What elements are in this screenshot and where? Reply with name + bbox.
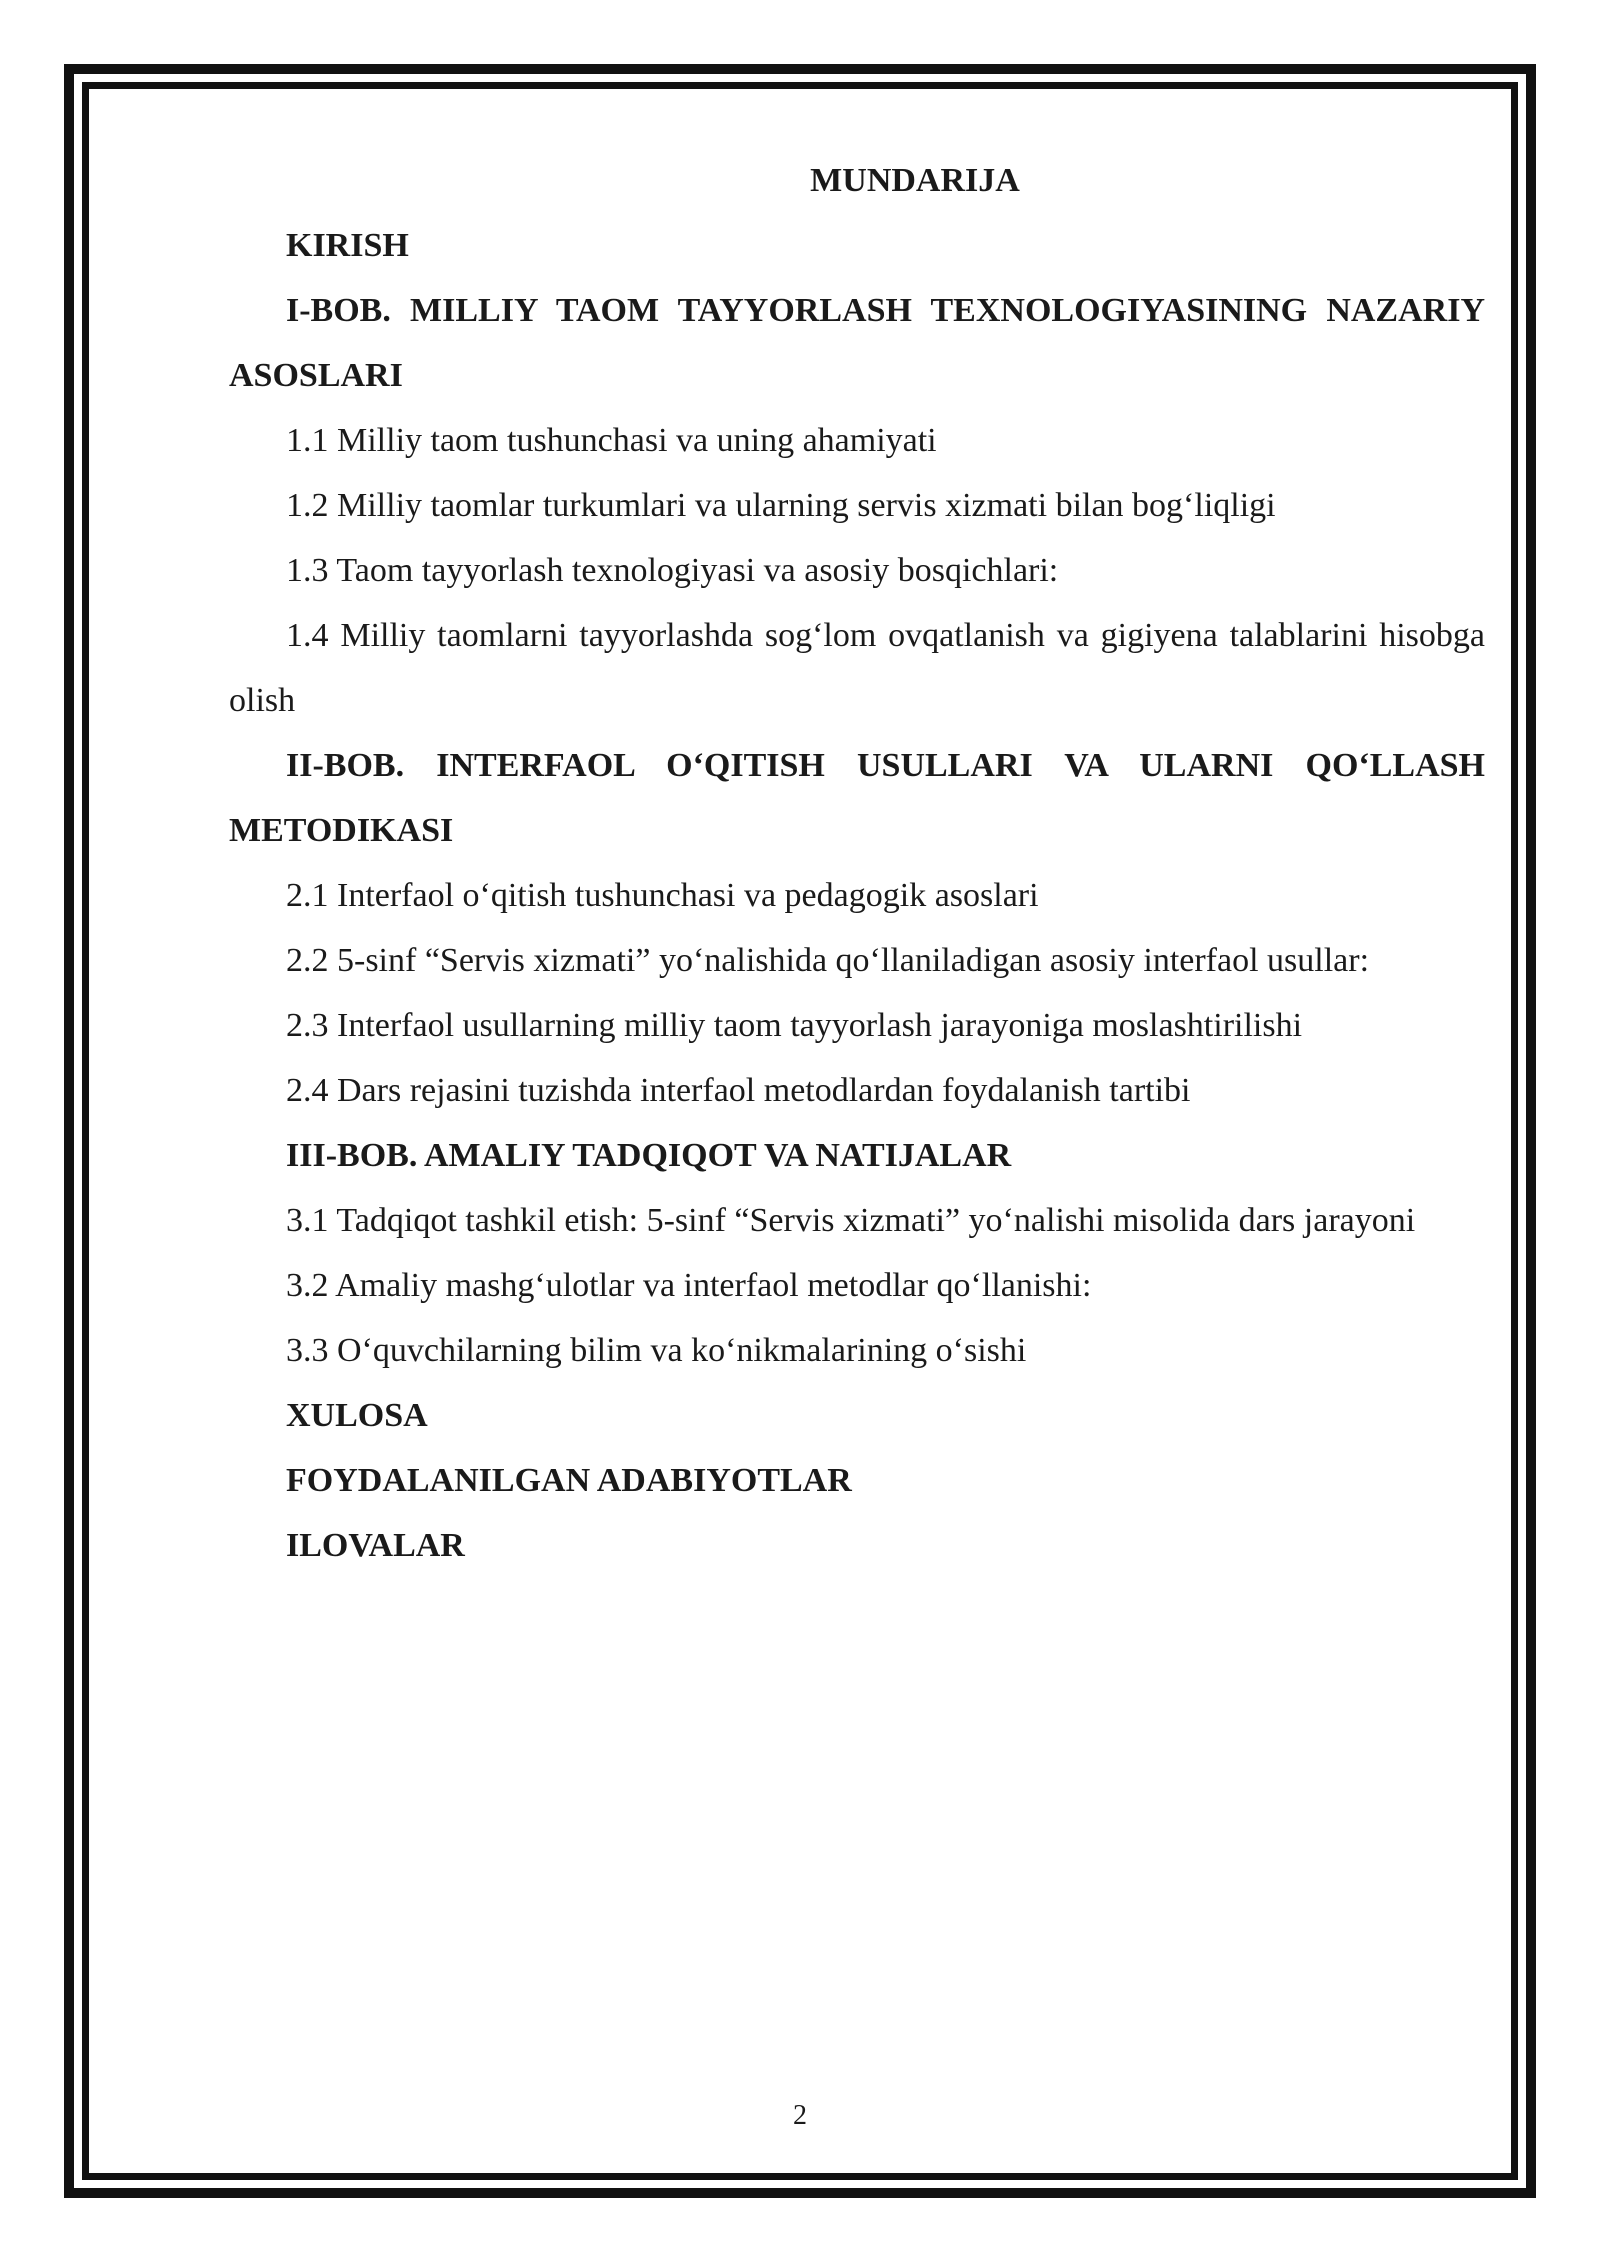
toc-entry-2-3: 2.3 Interfaol usullarning milliy taom tayyorlash jarayoniga moslashtirilishi [286,1007,1303,1044]
toc-entry-1-4: 1.4 Milliy taomlarni tayyorlashda sog‘lom ovqatlanish va gigiyena talablarini hisobga olish [229,617,1485,719]
table-of-contents [229,148,1485,1578]
toc-entry-2-1: 2.1 Interfaol o‘qitish tushunchasi va pedagogik asoslari [286,877,1039,914]
toc-entry-kirish: KIRISH [286,227,409,264]
toc-title: MUNDARIJA [810,162,1020,199]
toc-entry-2-4: 2.4 Dars rejasini tuzishda interfaol metodlardan foydalanish tartibi [286,1072,1191,1109]
toc-entry-ilovalar: ILOVALAR [286,1527,465,1564]
toc-entry-1-3: 1.3 Taom tayyorlash texnologiyasi va asosiy bosqichlari: [286,552,1059,589]
toc-entry-xulosa: XULOSA [286,1397,428,1434]
toc-entry-1-2: 1.2 Milliy taomlar turkumlari va ularning servis xizmati bilan bog‘liqligi [286,487,1276,524]
toc-entry-3-2: 3.2 Amaliy mashg‘ulotlar va interfaol metodlar qo‘llanishi: [286,1267,1092,1304]
toc-entry-3-1: 3.1 Tadqiqot tashkil etish: 5-sinf “Servis xizmati” yo‘nalishi misolida dars jarayoni [286,1202,1416,1239]
toc-entry-chapter-3: III-BOB. AMALIY TADQIQOT VA NATIJALAR [286,1137,1012,1174]
page-number: 2 [793,2100,807,2131]
toc-entry-1-1: 1.1 Milliy taom tushunchasi va uning ahamiyati [286,422,937,459]
toc-entry-3-3: 3.3 O‘quvchilarning bilim va ko‘nikmalarining o‘sishi [286,1332,1027,1369]
toc-entry-adabiyotlar: FOYDALANILGAN ADABIYOTLAR [286,1462,852,1499]
toc-entry-2-2: 2.2 5-sinf “Servis xizmati” yo‘nalishida qo‘llaniladigan asosiy interfaol usullar: [286,942,1370,979]
toc-entry-chapter-2: II-BOB. INTERFAOL O‘QITISH USULLARI VA ULARNI QO‘LLASH METODIKASI [229,747,1485,849]
toc-entry-chapter-1: I-BOB. MILLIY TAOM TAYYORLASH TEXNOLOGIYASINING NAZARIY ASOSLARI [229,292,1485,394]
